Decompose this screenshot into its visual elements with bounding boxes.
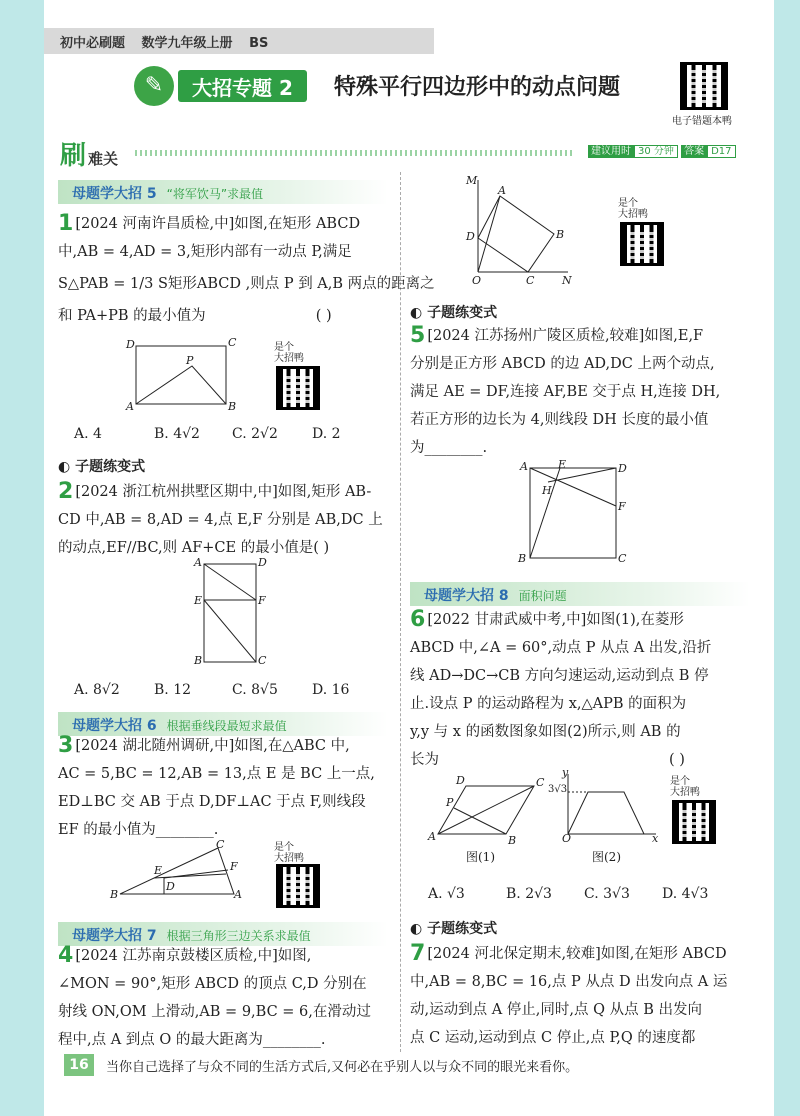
svg-text:B: B (110, 888, 119, 901)
sub-practice-label: ◐ 子题练变式 (58, 459, 146, 475)
svg-text:C: C (258, 654, 267, 667)
qr-code-icon[interactable] (620, 222, 664, 266)
svg-text:C: C (216, 840, 225, 851)
question-5: 5 [2024 江苏扬州广陵区质检,较难]如图,E,F 分别是正方形 ABCD 的边 AD,DC 上两个动点, 满足 AE = DF,连接 AF,BE 交于点 H,连接 DH, 若正方形的边长为 4,则线段 DH 长度的最小值 为________. (410, 323, 721, 456)
svg-text:B: B (508, 834, 517, 844)
sub-practice-label: ◐ 子题练变式 (410, 921, 498, 937)
y-tick-label: 3√3 (548, 784, 568, 795)
svg-text:x: x (652, 832, 659, 844)
right-margin-band (774, 0, 800, 1116)
qr-small-caption: 是个 大招鸭 (670, 776, 700, 798)
q2-choice-a: A. 8√2 (74, 682, 120, 698)
fig-2-caption: 图(2) (592, 850, 621, 864)
question-1: 1 [2024 河南许昌质检,中]如图,在矩形 ABCD 中,AB = 4,AD = 3,矩形内部有一动点 P,满足 S△PAB = 1/3 S矩形ABCD ,则点 P 到 A,B 两点的距离之 和 PA+PB 的最小值为 ( ) (58, 211, 435, 324)
q6-choice-b: B. 2√3 (506, 886, 552, 902)
svg-text:D: D (618, 462, 627, 475)
svg-text:P: P (186, 354, 194, 367)
question-3: 3 [2024 湖北随州调研,中]如图,在△ABC 中, AC = 5,BC = 12,AB = 13,点 E 是 BC 上一点, ED⊥BC 交 AB 于点 D,DF⊥AC 于点 F,则线段 EF 的最小值为________. (58, 733, 375, 838)
qr-caption: 电子错题本鸭 (672, 116, 732, 127)
qr-small-caption: 是个 大招鸭 (274, 842, 304, 864)
qr-small-caption: 是个 大招鸭 (618, 198, 648, 220)
q2-choice-c: C. 8√5 (232, 682, 278, 698)
q6-figure-2 (548, 768, 660, 844)
svg-text:C: C (536, 776, 545, 789)
dotted-divider (135, 150, 575, 156)
q4-diagram (462, 172, 582, 288)
qr-code-icon[interactable] (680, 62, 728, 110)
question-2: 2 [2024 浙江杭州拱墅区期中,中]如图,矩形 AB- CD 中,AB = 8,AD = 4,点 E,F 分别是 AB,DC 上 的动点,EF//BC,则 AF+CE 的最小值是( ) (58, 479, 383, 556)
svg-text:D: D (258, 556, 267, 569)
svg-text:F: F (258, 594, 266, 607)
svg-text:B: B (194, 654, 203, 667)
q3-diagram (106, 840, 252, 902)
q2-choice-d: D. 16 (312, 682, 350, 698)
q6-choice-a: A. √3 (428, 886, 465, 902)
svg-text:B: B (228, 400, 237, 413)
svg-text:D: D (456, 774, 465, 787)
svg-text:F: F (618, 500, 626, 513)
svg-text:C: C (228, 336, 237, 349)
method-header-5: 母题学大招 5 “将军饮马”求最值 (58, 180, 388, 204)
svg-text:P: P (446, 796, 454, 809)
q6-choice-c: C. 3√3 (584, 886, 630, 902)
q1-choice-a: A. 4 (74, 426, 102, 442)
sub-practice-label: ◐ 子题练变式 (410, 305, 498, 321)
svg-text:D: D (466, 230, 475, 243)
svg-text:O: O (472, 274, 482, 287)
svg-text:H: H (542, 484, 552, 497)
svg-text:y: y (562, 768, 569, 779)
svg-text:N: N (562, 274, 572, 287)
time-info: 建议用时 30 分钟 答案 D17 (588, 142, 736, 157)
method-header-7: 母题学大招 7 根据三角形三边关系求最值 (58, 922, 388, 946)
topic-title: 特殊平行四边形中的动点问题 (334, 75, 621, 100)
running-header (44, 28, 434, 54)
q1-diagram (120, 336, 240, 416)
svg-text:M: M (466, 174, 478, 187)
topic-tag: 大招专题 2 (178, 70, 307, 102)
book-name: 初中必刷题 (60, 36, 126, 51)
section-subtitle: 难关 (88, 150, 119, 168)
svg-text:E: E (194, 594, 203, 607)
qr-small-caption: 是个 大招鸭 (274, 342, 304, 364)
svg-text:B: B (556, 228, 565, 241)
qr-code-icon[interactable] (672, 800, 716, 844)
footer (44, 1052, 774, 1078)
svg-text:O: O (562, 832, 572, 844)
svg-text:A: A (126, 400, 134, 413)
qr-code-icon[interactable] (276, 366, 320, 410)
question-7: 7 [2024 河北保定期末,较难]如图,在矩形 ABCD 中,AB = 8,BC = 16,点 P 从点 D 出发向点 A 运 动,运动到点 A 停止,同时,点 Q 从点 B 出发向 点 C 运动,运动到点 C 停止,点 P,Q 的速度都 (410, 941, 728, 1046)
svg-text:A: A (520, 460, 528, 473)
svg-text:E: E (154, 864, 163, 877)
svg-text:F: F (230, 860, 238, 873)
q6-choice-d: D. 4√3 (662, 886, 709, 902)
subject-name: 数学九年级上册 (141, 36, 233, 51)
q2-choice-b: B. 12 (154, 682, 192, 698)
svg-text:C: C (618, 552, 627, 565)
svg-text:B: B (518, 552, 527, 565)
q2-diagram (186, 556, 270, 672)
footer-motto: 当你自己选择了与众不同的生活方式后,又何必在乎别人以与众不同的眼光来看你。 (106, 1060, 579, 1075)
section-title: 刷难关 (60, 141, 119, 171)
qr-code-icon[interactable] (276, 864, 320, 908)
svg-text:D: D (166, 880, 175, 893)
svg-text:E: E (558, 458, 567, 471)
left-margin-band (0, 0, 44, 1116)
q1-choice-b: B. 4√2 (154, 426, 200, 442)
pen-icon: ✎ (134, 66, 174, 106)
edition: BS (249, 36, 269, 51)
method-header-6: 母题学大招 6 根据垂线段最短求最值 (58, 712, 388, 736)
svg-text:A: A (428, 830, 436, 843)
q1-choice-d: D. 2 (312, 426, 341, 442)
topic-banner (134, 64, 674, 108)
method-header-8: 母题学大招 8 面积问题 (410, 582, 750, 606)
svg-text:A: A (498, 184, 506, 197)
q5-diagram (514, 458, 634, 568)
svg-text:A: A (194, 556, 202, 569)
question-4: 4 [2024 江苏南京鼓楼区质检,中]如图, ∠MON = 90°,矩形 ABCD 的顶点 C,D 分别在 射线 ON,OM 上滑动,AB = 9,BC = 6,在滑动过 程中,点 A 到点 O 的最大距离为________. (58, 943, 371, 1048)
q6-figure-1 (426, 772, 546, 844)
svg-text:D: D (126, 338, 135, 351)
svg-text:A: A (234, 888, 242, 901)
svg-text:C: C (526, 274, 535, 287)
q1-choice-c: C. 2√2 (232, 426, 278, 442)
fig-1-caption: 图(1) (466, 850, 495, 864)
page-number: 16 (64, 1054, 94, 1076)
question-6: 6 [2022 甘肃武威中考,中]如图(1),在菱形 ABCD 中,∠A = 60°,动点 P 从点 A 出发,沿折 线 AD→DC→CB 方向匀速运动,运动到点 B 停 止.设点 P 的运动路程为 x,△APB 的面积为 y,y 与 x 的函数图象如图(2)所示,则 AB 的 长为 ( ) (410, 607, 712, 768)
